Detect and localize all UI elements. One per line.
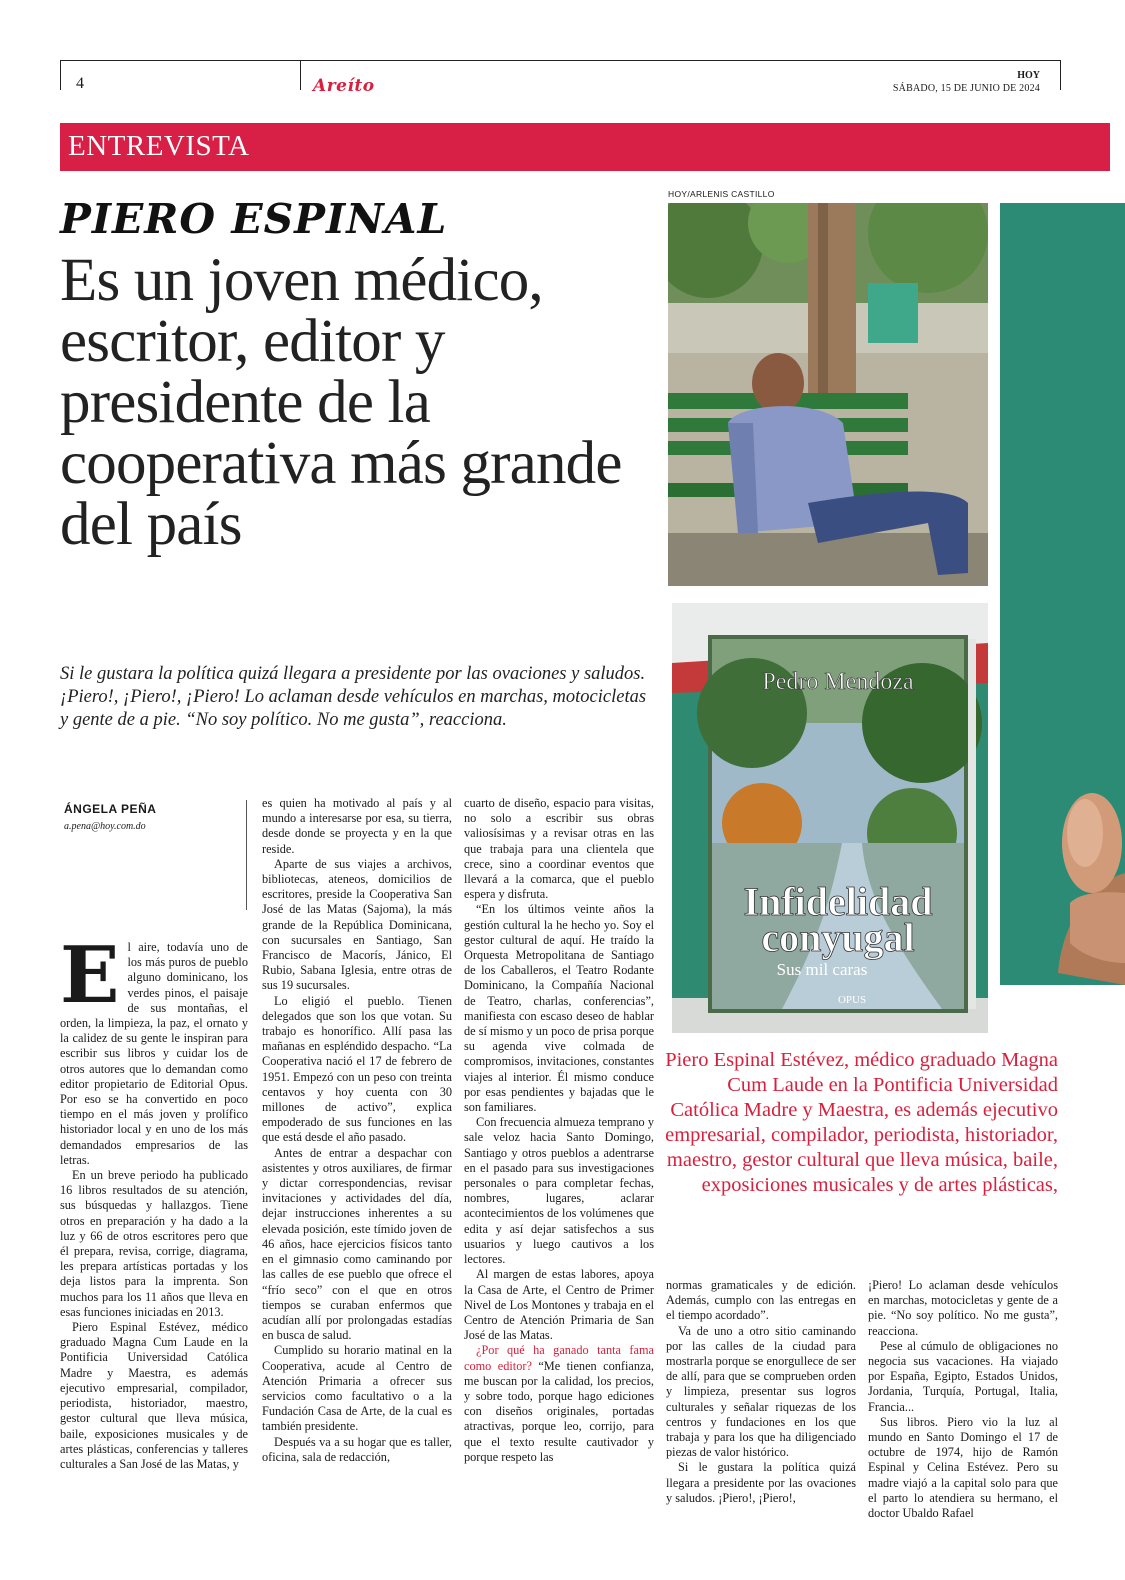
body-paragraph: Pese al cúmulo de obligaciones no negocia sus vacaciones. Ha viajado por España, Egipto, Estados Unidos, Jordania, Turquía, Portugal, Italia, Francia...: [868, 1338, 1058, 1414]
paragraph-text: l aire, todavía uno de los más puros de pueblo alguno dominicano, los verdes pinos, el paisaje de sus montañas, el orden, la limpieza, la paz, el ornato y la calidez de su gente le inspiran para escribir sus libros y cuidar los de otros autores que lo demandan como editor propietario de Editorial Opus. Por eso se ha convertido en poco tiempo en el más joven y prolífico historiador local y en uno de los más demandados empresarios de las letras.: [60, 940, 248, 1167]
header-rule: [60, 60, 1060, 61]
body-paragraph: Después va a su hogar que es taller, oficina, sala de redacción,: [262, 1434, 452, 1464]
book-subtitle: Sus mil caras: [776, 960, 868, 979]
book-photo: [672, 603, 988, 1033]
body-paragraph: Lo eligió el pueblo. Tienen delegados que son los que votan. Su trabajo es honorífico. Allí pasa las mañanas en espléndido despacho. “La Cooperativa nació el 17 de febrero de 1951. Empezó con un peso con treinta centavos y hoy cuenta con 30 millones de activo”, explica empoderado de sus funciones en las que está desde el año pasado.: [262, 993, 452, 1145]
interview-answer: “Me tienen confianza, me buscan por la calidad, los precios, y sobre todo, porque hago ediciones con diseños originales, portadas atractivas, porque leo, corrijo, para que el texto resulte cautivador y porque respeto las: [464, 1358, 654, 1464]
book-title-line1: Infidelidad: [743, 879, 933, 924]
body-paragraph: “En los últimos veinte años la gestión cultural la he hecho yo. Soy el gestor cultural de aquí. He traído la Orquesta Metropolitana de Santiago de los Caballeros, el Teatro Rodante Dominicano, la Compañía Nacional de Teatro, charlas, conferencias”, manifiesta con escaso deseo de hablar de sí mismo y un poco de prisa porque su agenda vive colmada de compromisos, invitaciones, constantes viajes al interior. Él mismo conduce por esas pendientes y bajadas que le son familiares.: [464, 902, 654, 1115]
portrait-photo-graphic: [1000, 203, 1125, 985]
article-dek: Si le gustara la política quizá llegara a presidente por las ovaciones y saludos. ¡Piero!, ¡Piero!, ¡Piero! Lo aclaman desde vehículos en marchas, motocicletas y gente de a pie. “No soy político. No me gusta”, reacciona.: [60, 664, 647, 730]
body-column-4: [666, 1278, 856, 1506]
photo-caption: Piero Espinal Estévez, médico graduado Magna Cum Laude en la Pontificia Universidad Católica Madre y Maestra, es además ejecutivo empresarial, compilador, periodista, historiador, maestro, gestor cultural que lleva música, baile, exposiciones musicales y de artes plásticas,: [665, 1049, 1058, 1196]
park-photo: [668, 203, 988, 586]
body-paragraph: ¡Piero! Lo aclaman desde vehículos en marchas, motocicletas y gente de a pie. “No soy político. No me gusta”, reacciona.: [868, 1278, 1058, 1338]
header-rule-mid: [300, 60, 301, 90]
book-title-line2: conyugal: [761, 915, 915, 960]
body-paragraph: Sus libros. Piero vio la luz al mundo en Santo Domingo el 17 de octubre de 1974, hijo de Ramón Espinal y Celina Estévez. Pero su madre viajó a la capital solo para que el parto lo atendiera su hermano, el doctor Ubaldo Rafael: [868, 1414, 1058, 1521]
portrait-photo: [1000, 203, 1125, 985]
section-band-label: ENTREVISTA: [68, 130, 250, 162]
body-paragraph: es quien ha motivado al país y al mundo a interesarse por esa, su tierra, desde donde se proyecta y en la que reside.: [262, 796, 452, 856]
body-paragraph: Va de uno a otro sitio caminando por las calles de la ciudad para mostrarla porque se enorgullece de ser de allí, para que se comprueben orden y limpieza, presentar sus logros culturales y señalar riquezas de los centros y fundaciones en los que trabaja y para los que ha diligenciado piezas de valor histórico.: [666, 1323, 856, 1460]
park-photo-graphic: [668, 203, 988, 586]
body-paragraph: Piero Espinal Estévez, médico graduado Magna Cum Laude en la Pontificia Universidad Católica Madre y Maestra, es además ejecutivo empresarial, compilador, periodista, historiador, maestro, gestor cultural que lleva música, baile, exposiciones musicales y de artes plásticas, conferencias y talleres culturales a San José de las Matas, y: [60, 1320, 248, 1471]
article-headline: Es un joven médico, escritor, editor y presidente de la cooperativa más grande del país: [60, 247, 622, 558]
byline-divider: [246, 800, 247, 910]
body-paragraph: normas gramaticales y de edición. Además, cumplo con las entregas en el tiempo acordado”.: [666, 1278, 856, 1323]
header-rule-left: [60, 60, 61, 90]
book-photo-graphic: [672, 603, 988, 1033]
body-paragraph: Al margen de estas labores, apoya la Casa de Arte, el Centro de Primer Nivel de Los Montones y trabaja en el Centro de Atención Primaria de San José de las Matas.: [464, 1267, 654, 1343]
drop-cap: E: [60, 930, 120, 1021]
byline-email[interactable]: a.pena@hoy.com.do: [64, 821, 146, 832]
byline-name: ÁNGELA PEÑA: [64, 802, 157, 816]
body-paragraph: [60, 930, 248, 1168]
interview-question: ¿Por qué ha ganado tanta fama como editor?: [464, 1343, 654, 1373]
body-column-1: [60, 930, 248, 1472]
book-publisher: OPUS: [837, 994, 867, 1006]
photo-credit: HOY/ARLENIS CASTILLO: [668, 189, 775, 199]
body-paragraph: Antes de entrar a despachar con asistentes y otros auxiliares, de firmar y dictar correspondencias, revisar invitaciones y actividades del día, dejar instrucciones inherentes a su elevada posición, este tímido joven de 46 años, hace ejercicios físicos tanto en el gimnasio como caminando por las calles de ese pueblo que ofrece el “frío seco” con el que en otros tiempos se curaban enfermos que acudían allí por prolongadas estadías en busca de salud.: [262, 1145, 452, 1343]
body-paragraph: Si le gustara la política quizá llegara a presidente por las ovaciones y saludos. ¡Piero!, ¡Piero!,: [666, 1460, 856, 1505]
body-paragraph: cuarto de diseño, espacio para visitas, no solo a escribir sus obras valiosísimas y a revisar otras en las que trabaja para una clientela que crece, sino a coordinar eventos que llevará a la comarca, que el pueblo espera y disfruta.: [464, 796, 654, 902]
body-paragraph: [464, 1343, 654, 1465]
body-paragraph: Con frecuencia almueza temprano y sale veloz hacia Santo Domingo, Santiago y otros pueblos a adentrarse en el pasado para sus investigaciones personales o para completar fechas, nombres, lugares, aclarar acontecimientos de los volúmenes que edita y así dejar satisfechos a sus usuarios y luego cautivos a los lectores.: [464, 1115, 654, 1267]
section-logo: Areíto: [313, 76, 375, 96]
publication-name: HOY: [1017, 70, 1040, 81]
body-column-2: [262, 796, 452, 1465]
book-author: Pedro Mendoza: [762, 669, 914, 695]
body-paragraph: En un breve periodo ha publicado 16 libros resultados de su atención, sus búsquedas y hallazgos. Tiene otros en preparación y ha dado a la luz y 66 de otros escritores pero que él prepara, revisa, corrige, diagrama, les prepara artísticas portadas y los deja listos para la imprenta. Son muchos para los 11 años que lleva en esas funciones iniciadas en 2013.: [60, 1168, 248, 1319]
body-column-5: [868, 1278, 1058, 1521]
header-rule-right: [1060, 60, 1061, 90]
article-kicker: PIERO ESPINAL: [60, 195, 448, 243]
page-number: 4: [76, 75, 84, 92]
body-paragraph: Cumplido su horario matinal en la Cooperativa, acude al Centro de Atención Primaria a ofrecer sus servicios como facultativo o a la Fundación Casa de Arte, de la cual es también presidente.: [262, 1343, 452, 1434]
publication-date: SÁBADO, 15 DE JUNIO DE 2024: [892, 83, 1040, 94]
body-column-3: [464, 796, 654, 1465]
body-paragraph: Aparte de sus viajes a archivos, bibliotecas, ateneos, domicilios de escritores, preside la Cooperativa San José de las Matas (Sajoma), la más grande de la República Dominicana, con sucursales en Santiago, San Francisco de Macorís, Jánico, El Rubio, Sabana Iglesia, entre otras de sus 19 sucursales.: [262, 856, 452, 993]
